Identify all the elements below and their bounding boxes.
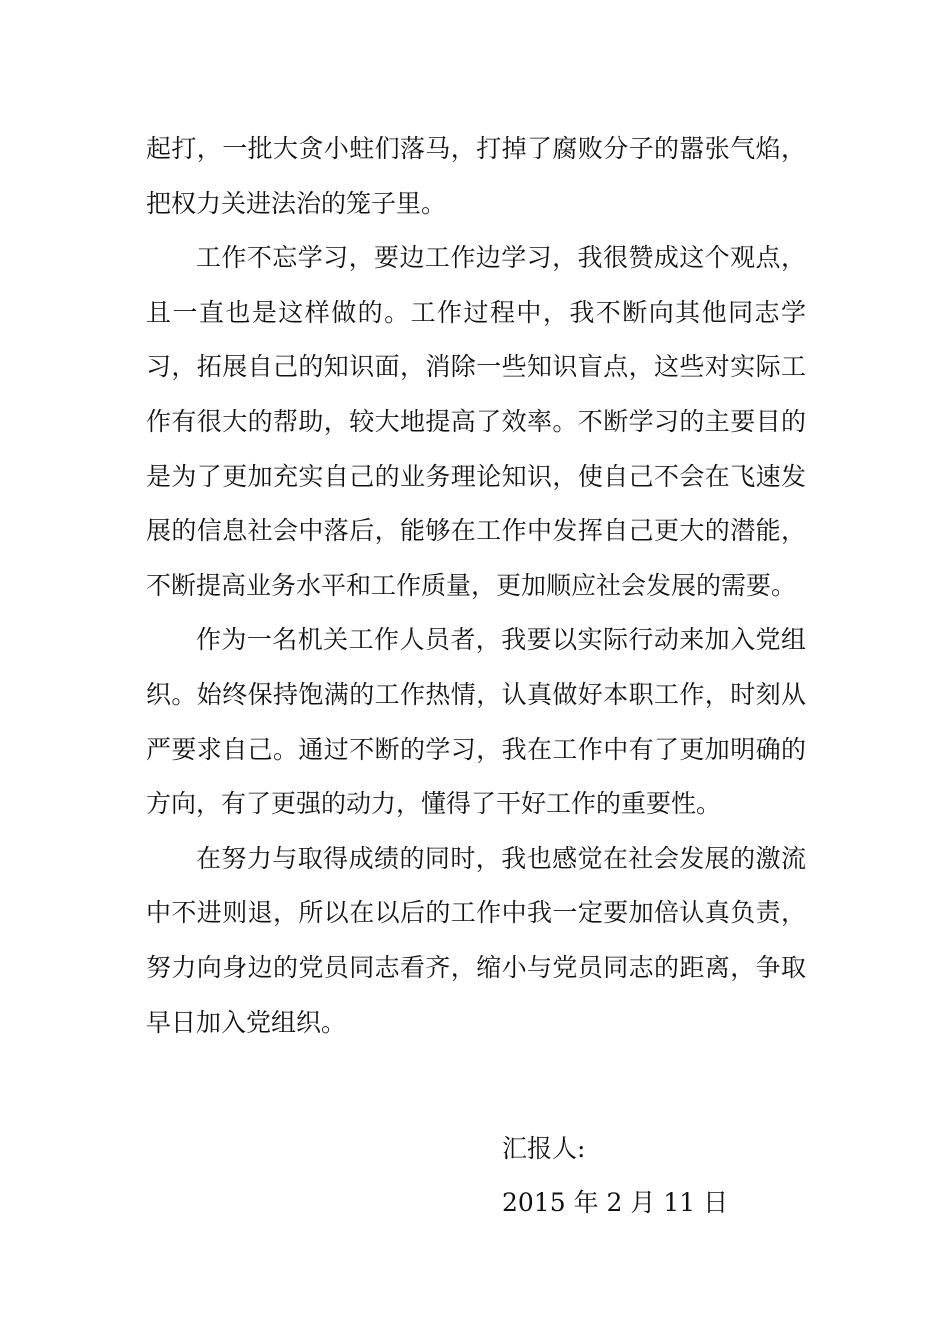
paragraph-2: 工作不忘学习，要边工作边学习，我很赞成这个观点，且一直也是这样做的。工作过程中，我不断向其他同志学习，拓展自己的知识面，消除一些知识盲点，这些对实际工作有很大的帮助，较大地提高了效率。不断学习的主要目的是为了更加充实自己的业务理论知识，使自己不会在飞速发展的信息社会中落后，能够在工作中发挥自己更大的潜能，不断提高业务水平和工作质量，更加顺应社会发展的需要。 (146, 243, 806, 600)
report-date: 2015 年 2 月 11 日 (502, 1188, 729, 1217)
paragraph-3: 作为一名机关工作人员者，我要以实际行动来加入党组织。始终保持饱满的工作热情，认真做好本职工作，时刻从严要求自己。通过不断的学习，我在工作中有了更加明确的方向，有了更强的动力，懂得了干好工作的重要性。 (146, 625, 806, 819)
signature-block (502, 1122, 728, 1230)
paragraph-4: 在努力与取得成绩的同时，我也感觉在社会发展的激流中不进则退，所以在以后的工作中我一定要加倍认真负责，努力向身边的党员同志看齐，缩小与党员同志的距离，争取早日加入党组织。 (146, 843, 806, 1037)
paragraph-1: 起打，一批大贪小蛀们落马，打掉了腐败分子的嚣张气焰，把权力关进法治的笼子里。 (146, 134, 806, 218)
document-body (146, 122, 806, 1050)
reporter-label: 汇报人: (502, 1134, 586, 1163)
